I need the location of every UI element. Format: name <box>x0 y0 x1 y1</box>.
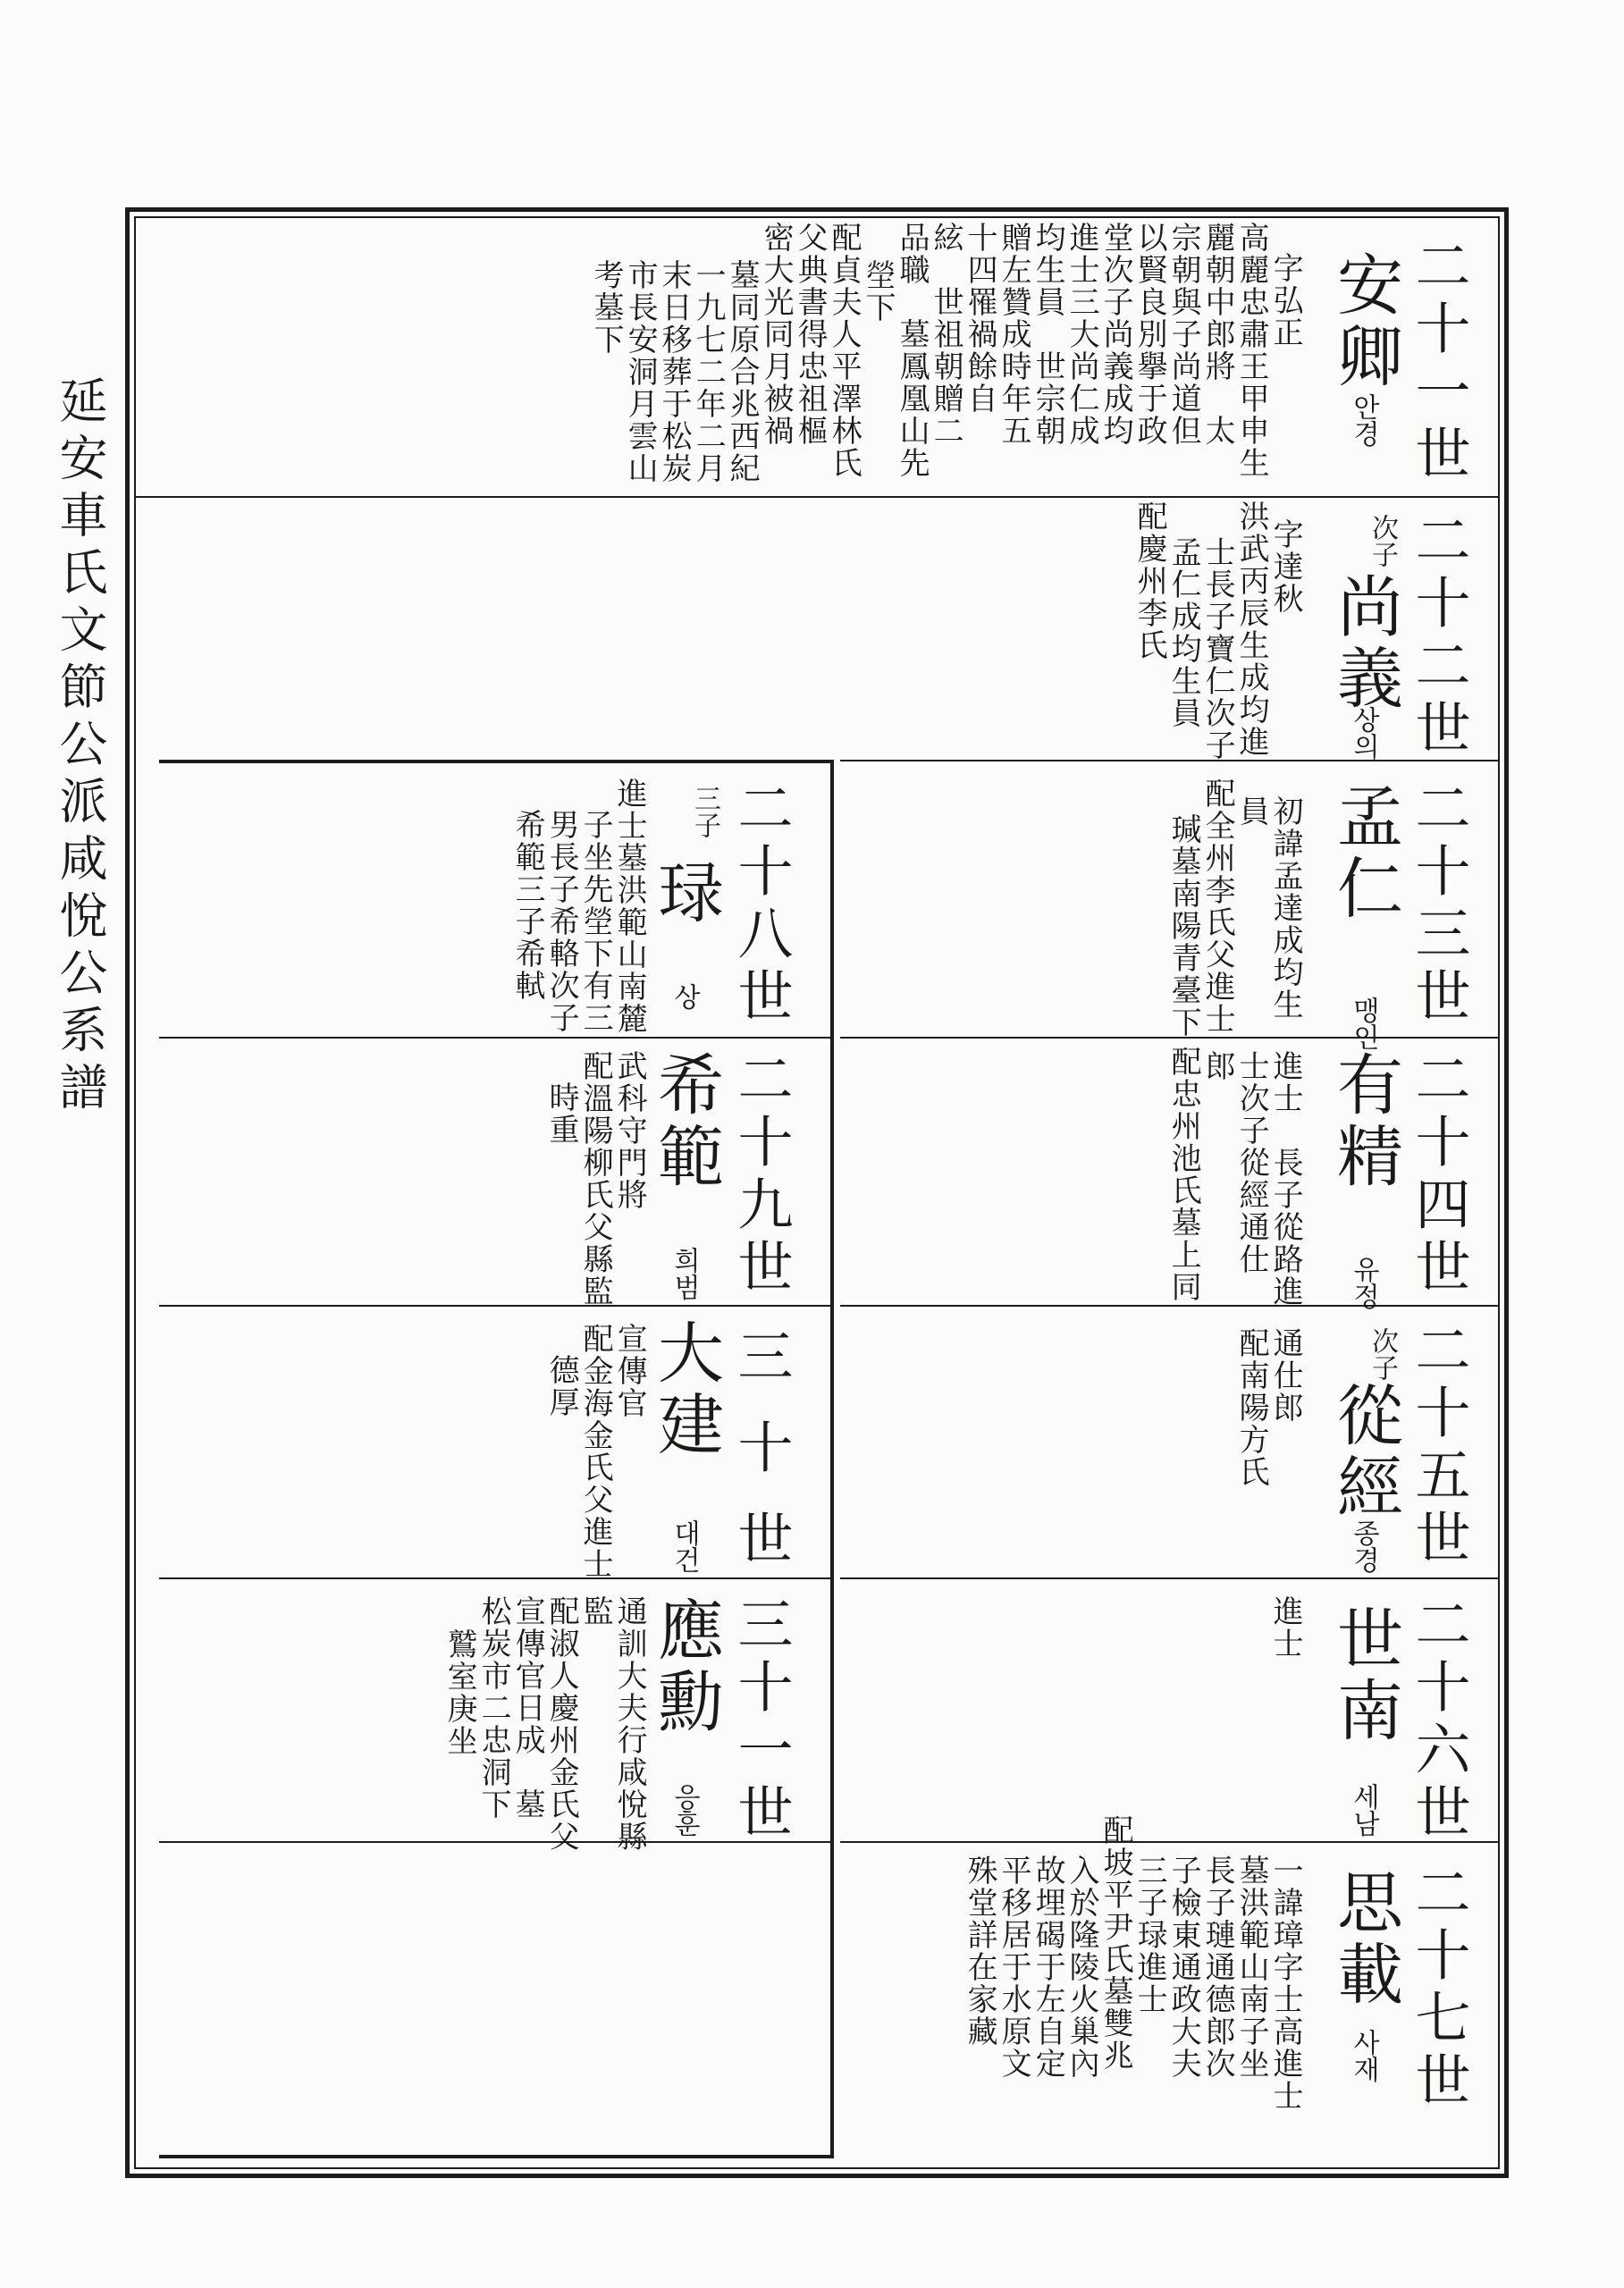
person-name-hangul: 종경 <box>1348 1519 1379 1573</box>
generation-label: 二十八世 <box>728 779 794 1030</box>
note-line: 絃 世祖朝贈二 <box>928 222 964 447</box>
note-line: 配忠州池氏墓上同 <box>1165 1046 1202 1303</box>
person-name: 有精 <box>1326 1050 1403 1193</box>
note-line: 塋下 <box>860 259 896 324</box>
note-line: 松炭市二忠洞下 <box>475 1595 512 1821</box>
person-name: 琭 <box>647 858 724 930</box>
person-name-hangul: 유정 <box>1348 1256 1379 1309</box>
note-line: 進士 長子從路進 <box>1267 1050 1304 1308</box>
person-name-hangul: 상 <box>669 983 700 1010</box>
note-line: 市長安洞月雲山 <box>622 259 659 484</box>
person-name-hangul: 응훈 <box>669 1783 700 1837</box>
note-line: 配溫陽柳氏父縣監 <box>577 1050 614 1308</box>
person-name: 世南 <box>1326 1604 1403 1747</box>
note-line: 均生員 世宗朝 <box>1030 222 1066 447</box>
relation-label: 次子 <box>1367 1327 1398 1381</box>
note-line: 男長子希輅次子 <box>543 809 580 1034</box>
row-divider <box>840 1305 1498 1307</box>
note-line: 宣傳官 <box>611 1323 648 1419</box>
note-line: 考墓下 <box>588 259 625 356</box>
person-name-hangul: 세남 <box>1348 1783 1379 1837</box>
person-name-hangul: 사재 <box>1348 2029 1379 2082</box>
person-name: 應勳 <box>647 1595 724 1738</box>
note-line: 一諱璋字士高進士 <box>1267 1855 1304 2112</box>
note-line: 以賢良別擧于政 <box>1132 222 1168 447</box>
generation-label: 三十一世 <box>728 1595 794 1846</box>
person-name: 思載 <box>1326 1868 1403 2011</box>
note-line: 高麗忠肅王甲申生 <box>1233 222 1270 479</box>
note-line: 父典書得忠祖樞 <box>792 222 829 447</box>
note-line: 配貞夫人平澤林氏 <box>826 222 862 479</box>
note-line: 一九七二年二月 <box>690 259 727 484</box>
note-line: 子坐先塋下有三 <box>577 809 614 1034</box>
note-line: 配淑人慶州金氏父 <box>543 1595 580 1853</box>
note-line: 瑊墓南陽青臺下 <box>1165 813 1202 1039</box>
note-line: 孟仁成均生員 <box>1165 536 1202 729</box>
note-line: 品職 墓鳳凰山先 <box>894 222 930 479</box>
note-line: 入於隆陵火巢內 <box>1064 1855 1100 2080</box>
person-name-hangul: 안경 <box>1348 393 1379 447</box>
note-line: 配坡平尹氏墓雙兆 <box>1098 1814 1134 2072</box>
row-divider <box>159 1305 830 1307</box>
note-line: 贈左贊成時年五 <box>996 222 1032 447</box>
person-name-hangul: 희범 <box>669 1247 700 1300</box>
note-line: 宗朝與子尚道但 <box>1165 222 1202 447</box>
row-divider <box>840 1841 1498 1843</box>
person-name-hangul: 맹인 <box>1348 997 1379 1050</box>
person-name: 從經 <box>1326 1381 1403 1524</box>
note-line: 員 <box>1233 795 1270 828</box>
note-line: 通訓大夫行咸悅縣 <box>611 1595 648 1853</box>
generation-label: 二十二世 <box>1406 511 1471 761</box>
note-line: 郎 <box>1199 1050 1236 1082</box>
note-line: 通仕郎 <box>1267 1327 1304 1424</box>
note-line: 堂次子尚義成均 <box>1098 222 1134 447</box>
generation-label: 二十一世 <box>1406 237 1471 487</box>
generation-label: 二十三世 <box>1406 779 1471 1030</box>
note-line: 鷲室庚坐 <box>442 1628 478 1757</box>
note-line: 希範三子希軾 <box>509 809 546 1002</box>
person-name: 孟仁 <box>1326 782 1403 925</box>
generation-label: 二十五世 <box>1406 1321 1471 1571</box>
note-line: 墓同原合兆西紀 <box>724 259 761 484</box>
note-line: 字弘正 <box>1267 252 1304 349</box>
row-divider <box>159 1037 830 1039</box>
generation-label: 二十七世 <box>1406 1863 1471 2114</box>
note-line: 三子琭進士 <box>1132 1855 1168 2015</box>
note-line: 十四罹禍餘自 <box>962 222 998 415</box>
note-line: 士次子從經通仕 <box>1233 1050 1270 1275</box>
note-line: 末日移葬于松炭 <box>656 259 693 484</box>
note-line: 配南陽方氏 <box>1233 1327 1270 1488</box>
note-line: 洪武丙辰生成均進 <box>1233 500 1270 758</box>
note-line: 武科守門將 <box>611 1050 648 1211</box>
note-line: 士長子寶仁次子 <box>1199 536 1236 761</box>
note-line: 殊堂詳在家藏 <box>962 1855 998 2048</box>
note-line: 監 <box>577 1595 614 1628</box>
note-line: 密大光同月被禍 <box>758 222 795 447</box>
note-line: 配全州李氏父進士 <box>1199 778 1236 1035</box>
note-line: 宣傳官日成 墓 <box>509 1595 546 1821</box>
generation-label: 二十四世 <box>1406 1050 1471 1300</box>
person-name-hangul: 상의 <box>1348 706 1379 760</box>
note-line: 字達秋 <box>1267 518 1304 615</box>
note-line: 時重 <box>543 1081 580 1146</box>
note-line: 墓洪範山南子坐 <box>1233 1855 1270 2080</box>
relation-label: 次子 <box>1367 514 1398 568</box>
note-line: 麗朝中郎將 太 <box>1199 222 1236 447</box>
note-line: 長子璉通德郎次 <box>1199 1855 1236 2080</box>
note-line: 配金海金氏父進士 <box>577 1323 614 1580</box>
generation-label: 二十六世 <box>1406 1595 1471 1846</box>
person-name: 安卿 <box>1326 250 1403 393</box>
person-name: 尚義 <box>1326 572 1403 715</box>
note-line: 配慶州李氏 <box>1132 500 1168 661</box>
row-divider <box>840 1577 1498 1579</box>
note-line: 進士三大尚仁成 <box>1064 222 1100 447</box>
note-line: 子檢東通政大夫 <box>1165 1855 1202 2080</box>
row-divider <box>840 760 1498 761</box>
note-line: 德厚 <box>543 1354 580 1418</box>
person-name: 希範 <box>647 1050 724 1193</box>
spine-title: 延安車氏文節公派咸悅公系譜 <box>52 375 108 1119</box>
relation-label: 三子 <box>689 785 720 838</box>
note-line: 平移居于水原文 <box>996 1855 1032 2080</box>
row-divider <box>136 496 1498 498</box>
person-name: 大建 <box>647 1318 724 1461</box>
note-line: 故埋碣于左自定 <box>1030 1855 1066 2080</box>
generation-label: 三十世 <box>728 1327 794 1601</box>
note-line: 初諱孟達成均生 <box>1267 795 1304 1021</box>
person-name-hangul: 대건 <box>669 1519 700 1573</box>
note-line: 進士墓洪範山南麓 <box>611 778 648 1035</box>
note-line: 進士 <box>1267 1595 1304 1660</box>
generation-label: 二十九世 <box>728 1050 794 1300</box>
